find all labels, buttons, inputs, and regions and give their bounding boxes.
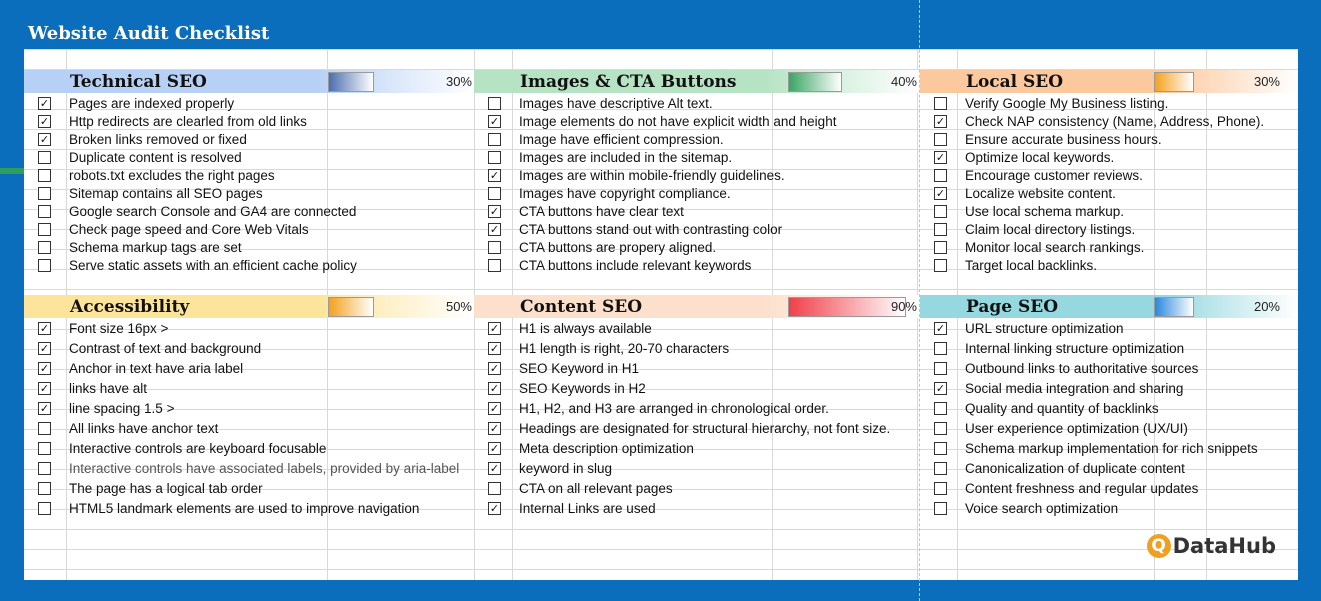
checklist-item[interactable] (24, 257, 474, 275)
checklist-item[interactable] (474, 460, 920, 478)
page-break-line (919, 0, 920, 601)
checkbox-checked[interactable]: ✓ (489, 382, 500, 395)
checklist-item[interactable] (920, 257, 1298, 275)
checklist-item[interactable] (474, 203, 920, 221)
checkbox-checked[interactable]: ✓ (489, 223, 500, 236)
checkbox-checked[interactable]: ✓ (489, 442, 500, 455)
checklist-item-label: Interactive controls have associated labels, provided by aria-label (69, 461, 460, 476)
checklist-item-label: links have alt (69, 381, 148, 396)
checklist-item-label: Sitemap contains all SEO pages (69, 186, 263, 201)
checklist-item[interactable] (920, 440, 1298, 458)
checklist-item[interactable] (920, 460, 1298, 478)
checkbox-unchecked[interactable] (934, 97, 947, 110)
checklist-item-label: SEO Keyword in H1 (519, 361, 640, 376)
checklist-item-label: Serve static assets with an efficient cache policy (69, 258, 357, 273)
checkbox-unchecked[interactable] (38, 259, 51, 272)
checklist-item-label: CTA buttons have clear text (519, 204, 684, 219)
section-header-accessibility (24, 295, 474, 318)
checklist-item-label: Images are included in the sitemap. (519, 150, 733, 165)
section-title: Images & CTA Buttons (520, 72, 737, 92)
checklist-item[interactable] (474, 380, 920, 398)
checkbox-checked[interactable]: ✓ (935, 322, 946, 335)
checklist-item[interactable] (24, 500, 474, 518)
checkbox-unchecked[interactable] (934, 502, 947, 515)
checkbox-unchecked[interactable] (934, 169, 947, 182)
progress-percent: 20% (1253, 299, 1280, 314)
checkbox-checked[interactable]: ✓ (489, 502, 500, 515)
checkbox-checked[interactable]: ✓ (489, 322, 500, 335)
progress-percent: 30% (445, 74, 472, 89)
checkbox-unchecked[interactable] (38, 442, 51, 455)
checklist-item[interactable] (24, 95, 474, 113)
checklist-item-label: Content freshness and regular updates (965, 481, 1199, 496)
checklist-item[interactable] (24, 167, 474, 185)
datahub-logo (1147, 534, 1276, 558)
checklist-item-label: URL structure optimization (965, 321, 1124, 336)
checkbox-checked[interactable]: ✓ (489, 115, 500, 128)
checklist-item-label: Check page speed and Core Web Vitals (69, 222, 309, 237)
checklist-item[interactable] (920, 320, 1298, 338)
checklist-item[interactable] (920, 420, 1298, 438)
checkbox-checked[interactable]: ✓ (39, 402, 50, 415)
checkbox-checked[interactable]: ✓ (935, 151, 946, 164)
checkbox-checked[interactable]: ✓ (489, 462, 500, 475)
checklist-item-label: Image elements do not have explicit width and height (519, 114, 837, 129)
sheet-edge-stripe (0, 168, 24, 174)
checklist-item-label: Schema markup implementation for rich snippets (965, 441, 1258, 456)
checklist-item[interactable] (24, 149, 474, 167)
checklist-item[interactable] (474, 239, 920, 257)
checkbox-unchecked[interactable] (38, 223, 51, 236)
checklist-item-label: All links have anchor text (69, 421, 219, 436)
checkbox-unchecked[interactable] (934, 133, 947, 146)
checklist-item-label: Contrast of text and background (69, 341, 262, 356)
checklist-item[interactable] (24, 203, 474, 221)
progress-percent: 30% (1253, 74, 1280, 89)
checklist-item[interactable] (474, 340, 920, 358)
checklist-item[interactable] (474, 420, 920, 438)
checklist-item-label: Http redirects are clearled from old links (69, 114, 307, 129)
progress-bar-technical-seo (328, 72, 374, 92)
checkbox-unchecked[interactable] (38, 151, 51, 164)
section-title: Content SEO (520, 297, 643, 317)
checklist-item[interactable] (474, 221, 920, 239)
checklist-item-label: Canonicalization of duplicate content (965, 461, 1185, 476)
section-title: Technical SEO (70, 72, 207, 92)
checklist-item[interactable] (920, 167, 1298, 185)
checklist-item[interactable] (920, 95, 1298, 113)
checklist-item-label: Ensure accurate business hours. (965, 132, 1162, 147)
checklist-item-label: Localize website content. (965, 186, 1116, 201)
progress-percent: 50% (445, 299, 472, 314)
checkbox-unchecked[interactable] (488, 133, 501, 146)
checklist-item-label: Social media integration and sharing (965, 381, 1184, 396)
checklist-item-label: CTA buttons are propery aligned. (519, 240, 717, 255)
checklist-item-label: Monitor local search rankings. (965, 240, 1145, 255)
checklist-item[interactable] (474, 95, 920, 113)
checklist-item-label: Verify Google My Business listing. (965, 96, 1169, 111)
section-header-technical-seo (24, 70, 474, 93)
checkbox-unchecked[interactable] (934, 482, 947, 495)
checklist-item[interactable] (920, 400, 1298, 418)
progress-bar-local-seo (1154, 72, 1194, 92)
checklist-item[interactable] (920, 203, 1298, 221)
checklist-item[interactable] (24, 400, 474, 418)
checklist-item[interactable] (474, 131, 920, 149)
checklist-item-label: Encourage customer reviews. (965, 168, 1143, 183)
checklist-item[interactable] (920, 500, 1298, 518)
checklist-item[interactable] (474, 500, 920, 518)
checklist-item[interactable] (474, 185, 920, 203)
checklist-item-label: The page has a logical tab order (69, 481, 263, 496)
checkbox-unchecked[interactable] (38, 462, 51, 475)
checklist-item-label: Voice search optimization (965, 501, 1119, 516)
checklist-item-label: Claim local directory listings. (965, 222, 1136, 237)
checklist-item[interactable] (920, 380, 1298, 398)
checkbox-unchecked[interactable] (38, 422, 51, 435)
checklist-item-label: Interactive controls are keyboard focusable (69, 441, 327, 456)
section-title: Accessibility (70, 297, 190, 317)
checklist-item[interactable] (920, 239, 1298, 257)
checkbox-checked[interactable]: ✓ (489, 362, 500, 375)
checklist-item-label: Pages are indexed properly (69, 96, 235, 111)
checklist-item-label: H1 length is right, 20-70 characters (519, 341, 730, 356)
checkbox-checked[interactable]: ✓ (489, 402, 500, 415)
checklist-item[interactable] (920, 480, 1298, 498)
checkbox-checked[interactable]: ✓ (935, 115, 946, 128)
checklist-item[interactable] (474, 360, 920, 378)
checkbox-checked[interactable]: ✓ (39, 97, 50, 110)
checklist-item-label: Font size 16px > (69, 321, 169, 336)
checklist-item-label: Use local schema markup. (965, 204, 1125, 219)
progress-percent: 90% (890, 299, 917, 314)
checkbox-unchecked[interactable] (934, 442, 947, 455)
checklist-item[interactable] (24, 239, 474, 257)
checkbox-unchecked[interactable] (38, 205, 51, 218)
checkbox-checked[interactable]: ✓ (39, 382, 50, 395)
checklist-item-label: SEO Keywords in H2 (519, 381, 646, 396)
checklist-item-label: Quality and quantity of backlinks (965, 401, 1159, 416)
checklist-item-label: Outbound links to authoritative sources (965, 361, 1199, 376)
checkbox-checked[interactable]: ✓ (39, 362, 50, 375)
checklist-item-label: Broken links removed or fixed (69, 132, 247, 147)
checklist-item[interactable] (920, 131, 1298, 149)
checkbox-checked[interactable]: ✓ (489, 205, 500, 218)
checkbox-checked[interactable]: ✓ (935, 382, 946, 395)
checklist-item[interactable] (920, 360, 1298, 378)
checklist-item-label: keyword in slug (519, 461, 613, 476)
checklist-sheet (24, 49, 1298, 580)
checklist-item[interactable] (474, 320, 920, 338)
checklist-item-label: Duplicate content is resolved (69, 150, 242, 165)
checkbox-checked[interactable]: ✓ (935, 187, 946, 200)
section-header-images-cta-buttons (474, 70, 920, 93)
checklist-item-label: CTA on all relevant pages (519, 481, 673, 496)
checklist-item-label: H1, H2, and H3 are arranged in chronological order. (519, 401, 829, 416)
checklist-item[interactable] (920, 113, 1298, 131)
checklist-item[interactable] (474, 400, 920, 418)
checklist-item-label: CTA buttons stand out with contrasting color (519, 222, 783, 237)
checkbox-unchecked[interactable] (488, 259, 501, 272)
checklist-item[interactable] (24, 460, 474, 478)
checkbox-checked[interactable]: ✓ (39, 322, 50, 335)
checklist-item-label: H1 is always available (519, 321, 652, 336)
checklist-item-label: Headings are designated for structural hierarchy, not font size. (519, 421, 891, 436)
checkbox-unchecked[interactable] (934, 462, 947, 475)
checklist-item[interactable] (24, 185, 474, 203)
checklist-item[interactable] (920, 185, 1298, 203)
checklist-item-label: Images have descriptive Alt text. (519, 96, 713, 111)
checklist-item-label: HTML5 landmark elements are used to improve navigation (69, 501, 420, 516)
checklist-item[interactable] (474, 167, 920, 185)
checklist-item-label: Internal Links are used (519, 501, 656, 516)
section-title: Page SEO (966, 297, 1059, 317)
checklist-item-label: Meta description optimization (519, 441, 694, 456)
checklist-item[interactable] (24, 340, 474, 358)
checkbox-unchecked[interactable] (38, 502, 51, 515)
checklist-item[interactable] (24, 380, 474, 398)
checkbox-unchecked[interactable] (934, 223, 947, 236)
checklist-item[interactable] (474, 480, 920, 498)
checkbox-checked[interactable]: ✓ (39, 342, 50, 355)
progress-bar-page-seo (1154, 297, 1194, 317)
checklist-item[interactable] (474, 149, 920, 167)
checkbox-checked[interactable]: ✓ (39, 133, 50, 146)
checklist-item-label: Image have efficient compression. (519, 132, 724, 147)
page-title: Website Audit Checklist (28, 23, 270, 44)
checkbox-unchecked[interactable] (934, 402, 947, 415)
checklist-item[interactable] (474, 440, 920, 458)
checklist-item[interactable] (24, 221, 474, 239)
logo-mark: Q (1147, 534, 1171, 558)
checklist-item[interactable] (24, 420, 474, 438)
checklist-item[interactable] (24, 360, 474, 378)
checkbox-unchecked[interactable] (488, 187, 501, 200)
checklist-item-label: User experience optimization (UX/UI) (965, 421, 1188, 436)
progress-bar-images-cta-buttons (788, 72, 842, 92)
checklist-item-label: Google search Console and GA4 are connected (69, 204, 357, 219)
checkbox-checked[interactable]: ✓ (489, 342, 500, 355)
checkbox-unchecked[interactable] (934, 259, 947, 272)
checklist-item-label: Images are within mobile-friendly guidelines. (519, 168, 785, 183)
progress-percent: 40% (890, 74, 917, 89)
checklist-item-label: robots.txt excludes the right pages (69, 168, 275, 183)
checkbox-unchecked[interactable] (488, 151, 501, 164)
checkbox-unchecked[interactable] (934, 241, 947, 254)
checklist-item-label: Internal linking structure optimization (965, 341, 1185, 356)
logo-text: DataHub (1172, 534, 1276, 558)
checklist-item[interactable] (24, 480, 474, 498)
checklist-item[interactable] (24, 440, 474, 458)
checkbox-checked[interactable]: ✓ (489, 169, 500, 182)
checklist-item[interactable] (474, 257, 920, 275)
checkbox-unchecked[interactable] (38, 482, 51, 495)
checklist-item-label: Images have copyright compliance. (519, 186, 731, 201)
progress-bar-accessibility (328, 297, 374, 317)
checklist-item-label: Target local backlinks. (965, 258, 1098, 273)
checkbox-unchecked[interactable] (38, 169, 51, 182)
checkbox-unchecked[interactable] (934, 205, 947, 218)
checkbox-unchecked[interactable] (38, 241, 51, 254)
checkbox-unchecked[interactable] (38, 187, 51, 200)
checklist-item[interactable] (24, 131, 474, 149)
checkbox-unchecked[interactable] (488, 241, 501, 254)
checklist-item-label: line spacing 1.5 > (69, 401, 175, 416)
checklist-item-label: Optimize local keywords. (965, 150, 1115, 165)
checklist-item-label: Anchor in text have aria label (69, 361, 244, 376)
checkbox-checked[interactable]: ✓ (39, 115, 50, 128)
checklist-item[interactable] (920, 149, 1298, 167)
checkbox-unchecked[interactable] (488, 97, 501, 110)
checklist-item-label: CTA buttons include relevant keywords (519, 258, 752, 273)
checklist-item[interactable] (474, 113, 920, 131)
checklist-item[interactable] (920, 340, 1298, 358)
checkbox-unchecked[interactable] (934, 362, 947, 375)
checkbox-checked[interactable]: ✓ (489, 422, 500, 435)
checklist-item-label: Check NAP consistency (Name, Address, Phone). (965, 114, 1265, 129)
section-title: Local SEO (966, 72, 1064, 92)
checklist-item-label: Schema markup tags are set (69, 240, 242, 255)
checkbox-unchecked[interactable] (488, 482, 501, 495)
checkbox-unchecked[interactable] (934, 342, 947, 355)
checklist-item[interactable] (24, 320, 474, 338)
checklist-item[interactable] (24, 113, 474, 131)
checkbox-unchecked[interactable] (934, 422, 947, 435)
checklist-item[interactable] (920, 221, 1298, 239)
